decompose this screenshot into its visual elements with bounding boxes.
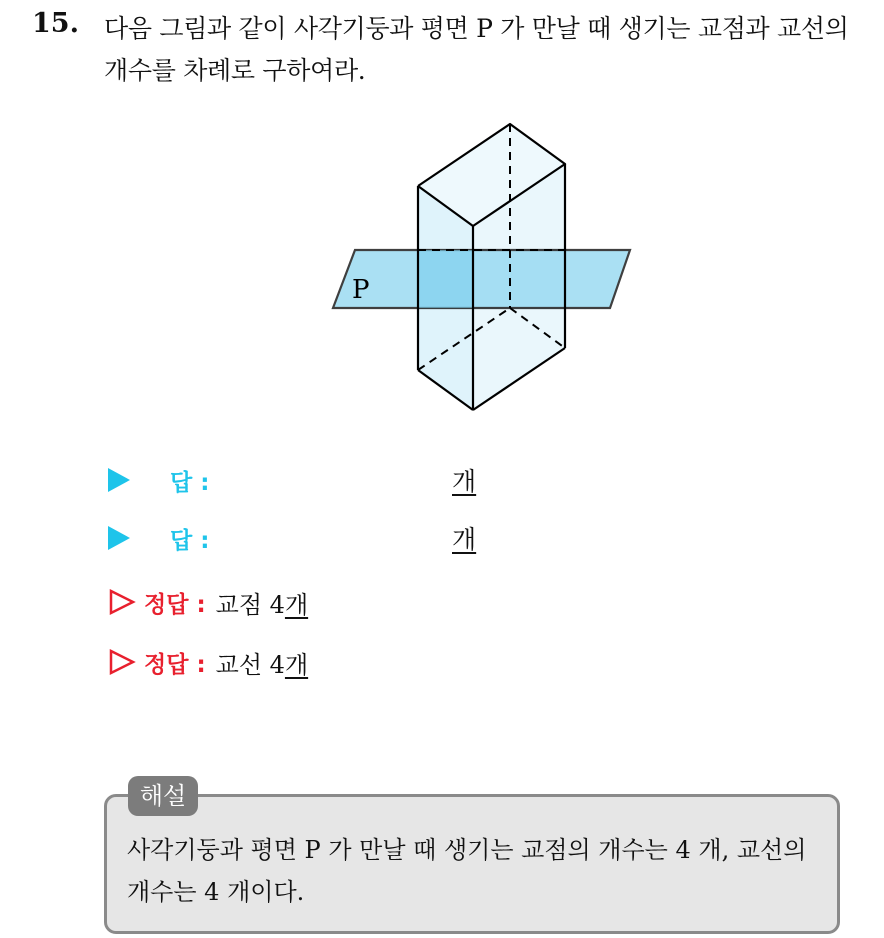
- answer-blank-unit[interactable]: 개: [452, 525, 477, 554]
- open-triangle-icon: [108, 588, 136, 616]
- answer-row-2: [108, 518, 209, 558]
- plane-label: P: [352, 275, 370, 305]
- solution-tag: 해설: [128, 776, 198, 816]
- open-triangle-icon: [108, 648, 136, 676]
- prism-section: [418, 250, 473, 308]
- correct-answer-row-1: [108, 582, 308, 622]
- correct-answer-unit: 개: [284, 590, 309, 619]
- question-text: 다음 그림과 같이 사각기둥과 평면 P 가 만날 때 생기는 교점과 교선의 개수를 차례로 구하여라.: [104, 14, 849, 85]
- correct-answer-unit: 개: [284, 650, 309, 679]
- plane-p: [333, 250, 630, 308]
- solid-triangle-icon: [108, 526, 130, 550]
- question-number: 15.: [32, 8, 79, 39]
- prism-plane-figure: [320, 110, 640, 420]
- correct-answer-label: 정답 :: [144, 591, 206, 618]
- correct-answer-row-2: [108, 642, 308, 682]
- answer-label: 답 :: [170, 527, 210, 554]
- answer-label: 답 :: [170, 469, 210, 496]
- solution-text: 사각기둥과 평면 P 가 만날 때 생기는 교점의 개수는 4 개, 교선의 개수는 4 개이다.: [127, 836, 807, 906]
- correct-answer-label: 정답 :: [144, 651, 206, 678]
- answer-blank-unit[interactable]: 개: [452, 467, 477, 496]
- solution-box: [104, 794, 840, 934]
- answer-row-1: [108, 460, 209, 500]
- solid-triangle-icon: [108, 468, 130, 492]
- correct-answer-text: 교선 4: [215, 650, 285, 679]
- correct-answer-text: 교점 4: [215, 590, 285, 619]
